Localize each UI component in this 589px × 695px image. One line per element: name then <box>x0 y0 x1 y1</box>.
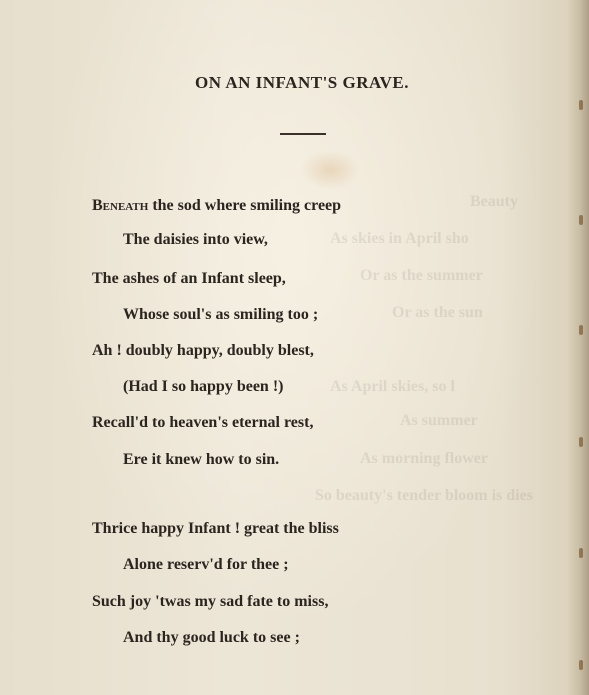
page-edge-shadow <box>567 0 589 695</box>
poem-line: Alone reserv'd for thee ; <box>123 556 289 573</box>
show-through-text: As morning flower <box>360 450 488 467</box>
paper-stain <box>300 150 360 190</box>
binding-mark <box>579 215 583 225</box>
binding-mark <box>579 100 583 110</box>
binding-mark <box>579 325 583 335</box>
poem-line: The daisies into view, <box>123 231 268 248</box>
show-through-text: Or as the sun <box>392 304 483 321</box>
binding-mark <box>579 660 583 670</box>
show-through-text: Or as the summer <box>360 267 483 284</box>
line-text: the sod where smiling creep <box>148 197 342 214</box>
show-through-text: As summer <box>400 412 478 429</box>
drop-word: Beneath <box>92 197 149 214</box>
poem-line: Ere it knew how to sin. <box>123 451 280 468</box>
binding-mark <box>579 437 583 447</box>
poem-line: Thrice happy Infant ! great the bliss <box>92 520 339 537</box>
poem-line: Such joy 'twas my sad fate to miss, <box>92 593 329 610</box>
poem-line: Whose soul's as smiling too ; <box>123 306 319 323</box>
poem-line: And thy good luck to see ; <box>123 629 300 646</box>
title-rule <box>280 133 326 135</box>
poem-line: Recall'd to heaven's eternal rest, <box>92 414 314 431</box>
binding-mark <box>579 548 583 558</box>
show-through-text: As skies in April sho <box>330 230 469 247</box>
poem-line: Ah ! doubly happy, doubly blest, <box>92 342 314 359</box>
show-through-text: As April skies, so l <box>330 378 455 395</box>
show-through-text: So beauty's tender bloom is dies <box>315 487 533 504</box>
poem-title: ON AN INFANT'S GRAVE. <box>195 73 409 92</box>
show-through-text: Beauty <box>470 193 518 210</box>
poem-line: (Had I so happy been !) <box>123 378 284 395</box>
poem-line <box>92 197 341 215</box>
poem-line: The ashes of an Infant sleep, <box>92 270 286 287</box>
